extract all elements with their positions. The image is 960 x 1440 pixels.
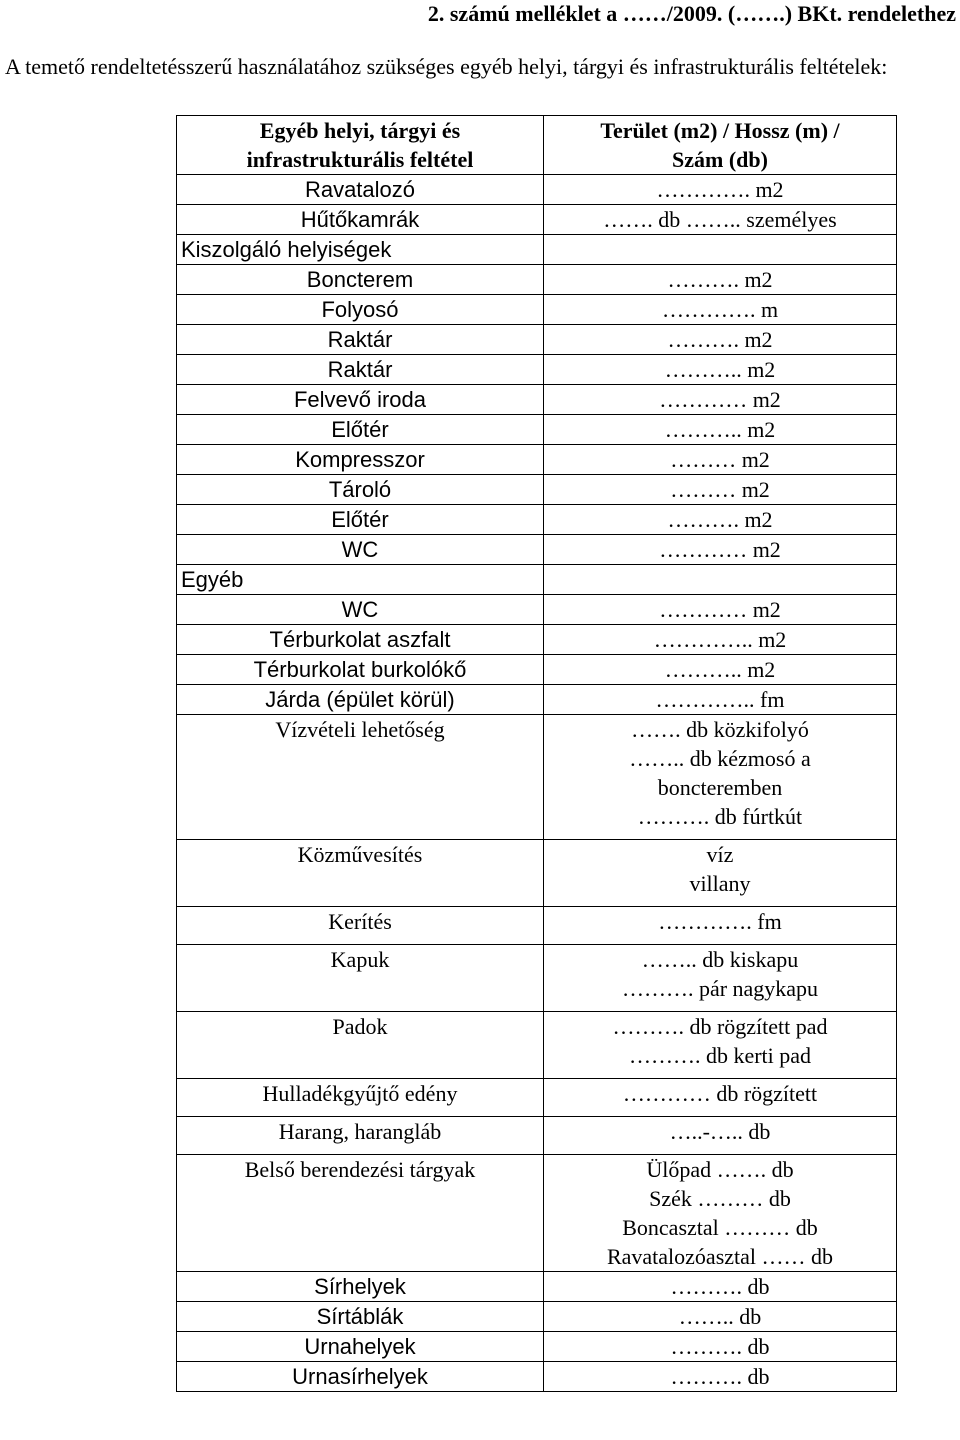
quantity-cell	[544, 265, 897, 295]
quantity-line: Boncasztal ……… db	[622, 1215, 818, 1240]
condition-name: Járda (épület körül)	[177, 685, 544, 715]
header-line: infrastrukturális feltétel	[246, 147, 474, 172]
condition-name: Raktár	[177, 325, 544, 355]
quantity-line: …….. db kiskapu	[641, 947, 799, 972]
table-row	[177, 1302, 897, 1332]
quantity-cell	[544, 175, 897, 205]
quantity-cell	[544, 1302, 897, 1332]
quantity-line: ………… m2	[659, 387, 781, 412]
quantity-line: …….. db	[678, 1304, 762, 1329]
requirements-table	[176, 115, 897, 1392]
quantity-line: ………. m2	[667, 327, 773, 352]
condition-name: Padok	[177, 1012, 544, 1079]
condition-name: Belső berendezési tárgyak	[177, 1155, 544, 1272]
quantity-line: ……. db …….. személyes	[603, 207, 837, 232]
quantity-cell	[544, 1117, 897, 1155]
annex-title: 2. számú melléklet a ……/2009. (…….) BKt. rendelethez	[427, 1, 956, 26]
condition-name: Vízvételi lehetőség	[177, 715, 544, 840]
quantity-cell	[544, 1272, 897, 1302]
quantity-line: ……… m2	[670, 477, 770, 502]
condition-name: Urnasírhelyek	[177, 1362, 544, 1392]
condition-name: WC	[177, 535, 544, 565]
condition-name: WC	[177, 595, 544, 625]
quantity-line: ………. pár nagykapu	[621, 976, 819, 1001]
quantity-line: …………. m	[661, 297, 779, 322]
quantity-line: Szék ……… db	[649, 1186, 791, 1211]
condition-name: Folyosó	[177, 295, 544, 325]
table-row	[177, 325, 897, 355]
quantity-cell	[544, 715, 897, 840]
table-row	[177, 265, 897, 295]
quantity-cell	[544, 505, 897, 535]
condition-name: Felvevő iroda	[177, 385, 544, 415]
category-label: Kiszolgáló helyiségek	[177, 235, 544, 265]
table-row	[177, 1155, 897, 1272]
quantity-cell	[544, 685, 897, 715]
table-row	[177, 475, 897, 505]
table-row	[177, 1362, 897, 1392]
table-row	[177, 415, 897, 445]
column-header-condition	[177, 116, 544, 175]
quantity-line: ………… m2	[659, 537, 781, 562]
column-header-quantity	[544, 116, 897, 175]
condition-name: Kerítés	[177, 907, 544, 945]
condition-name: Raktár	[177, 355, 544, 385]
condition-name: Előtér	[177, 505, 544, 535]
quantity-line: ………. m2	[667, 507, 773, 532]
condition-name: Hűtőkamrák	[177, 205, 544, 235]
quantity-cell	[544, 355, 897, 385]
empty-cell	[544, 235, 897, 265]
category-label: Egyéb	[177, 565, 544, 595]
table-row	[177, 1332, 897, 1362]
quantity-line: ………. db	[670, 1274, 770, 1299]
quantity-line: ………….. fm	[655, 687, 785, 712]
table-row	[177, 385, 897, 415]
quantity-cell	[544, 655, 897, 685]
category-row	[177, 565, 897, 595]
quantity-cell	[544, 445, 897, 475]
quantity-line: ………. db	[670, 1334, 770, 1359]
condition-name: Tároló	[177, 475, 544, 505]
table-row	[177, 505, 897, 535]
table-row	[177, 1079, 897, 1117]
condition-name: Hulladékgyűjtő edény	[177, 1079, 544, 1117]
table-row	[177, 625, 897, 655]
table-row	[177, 295, 897, 325]
condition-name: Harang, harangláb	[177, 1117, 544, 1155]
quantity-cell	[544, 625, 897, 655]
quantity-cell	[544, 325, 897, 355]
quantity-cell	[544, 415, 897, 445]
quantity-cell	[544, 595, 897, 625]
quantity-line: víz	[706, 842, 734, 867]
quantity-cell	[544, 1362, 897, 1392]
quantity-cell	[544, 945, 897, 1012]
header-line: Szám (db)	[672, 147, 768, 172]
quantity-cell	[544, 385, 897, 415]
table-row	[177, 355, 897, 385]
quantity-line: ……….. m2	[664, 357, 776, 382]
quantity-line: Ravatalozóasztal …… db	[606, 1244, 834, 1269]
quantity-cell	[544, 1012, 897, 1079]
quantity-line: ……….. m2	[664, 417, 776, 442]
condition-name: Közművesítés	[177, 840, 544, 907]
table-row	[177, 1272, 897, 1302]
table-row	[177, 655, 897, 685]
quantity-line: …………. m2	[656, 177, 784, 202]
quantity-cell	[544, 1079, 897, 1117]
quantity-cell	[544, 840, 897, 907]
header-line: Terület (m2) / Hossz (m) /	[600, 118, 840, 143]
intro-paragraph: A temető rendeltetésszerű használatához szükséges egyéb helyi, tárgyi és infrastrukturális feltételek:	[5, 54, 888, 79]
header-line: Egyéb helyi, tárgyi és	[259, 118, 461, 143]
table-header-row	[177, 116, 897, 175]
quantity-cell	[544, 475, 897, 505]
table-row	[177, 1012, 897, 1079]
quantity-cell	[544, 535, 897, 565]
quantity-cell	[544, 907, 897, 945]
table-row	[177, 715, 897, 840]
quantity-line: ………… db rögzített	[622, 1081, 818, 1106]
condition-name: Kapuk	[177, 945, 544, 1012]
condition-name: Térburkolat aszfalt	[177, 625, 544, 655]
quantity-line: …..-….. db	[669, 1119, 771, 1144]
condition-name: Előtér	[177, 415, 544, 445]
quantity-line: boncteremben	[657, 775, 783, 800]
quantity-line: ……….. m2	[664, 657, 776, 682]
quantity-line: ……. db közkifolyó	[631, 717, 809, 742]
quantity-cell	[544, 1155, 897, 1272]
quantity-cell	[544, 1332, 897, 1362]
quantity-cell	[544, 295, 897, 325]
condition-name: Boncterem	[177, 265, 544, 295]
table-row	[177, 595, 897, 625]
quantity-cell	[544, 205, 897, 235]
quantity-line: …….. db kézmosó a	[629, 746, 811, 771]
quantity-line: Ülőpad ……. db	[646, 1157, 794, 1182]
table-row	[177, 685, 897, 715]
table-row	[177, 175, 897, 205]
quantity-line: ……… m2	[670, 447, 770, 472]
table-row	[177, 945, 897, 1012]
condition-name: Sírhelyek	[177, 1272, 544, 1302]
table-row	[177, 445, 897, 475]
empty-cell	[544, 565, 897, 595]
condition-name: Urnahelyek	[177, 1332, 544, 1362]
quantity-line: villany	[689, 871, 751, 896]
quantity-line: ………… m2	[659, 597, 781, 622]
table-row	[177, 907, 897, 945]
quantity-line: ………. db	[670, 1364, 770, 1389]
condition-name: Sírtáblák	[177, 1302, 544, 1332]
quantity-line: ………. m2	[667, 267, 773, 292]
category-row	[177, 235, 897, 265]
table-row	[177, 1117, 897, 1155]
table-row	[177, 840, 897, 907]
quantity-line: ………. db rögzített pad	[612, 1014, 828, 1039]
quantity-line: ………. db fúrtkút	[637, 804, 803, 829]
condition-name: Ravatalozó	[177, 175, 544, 205]
quantity-line: ………….. m2	[653, 627, 787, 652]
table-row	[177, 205, 897, 235]
condition-name: Kompresszor	[177, 445, 544, 475]
table-row	[177, 535, 897, 565]
quantity-line: ………. db kerti pad	[628, 1043, 812, 1068]
quantity-line: …………. fm	[658, 909, 782, 934]
condition-name: Térburkolat burkolókő	[177, 655, 544, 685]
